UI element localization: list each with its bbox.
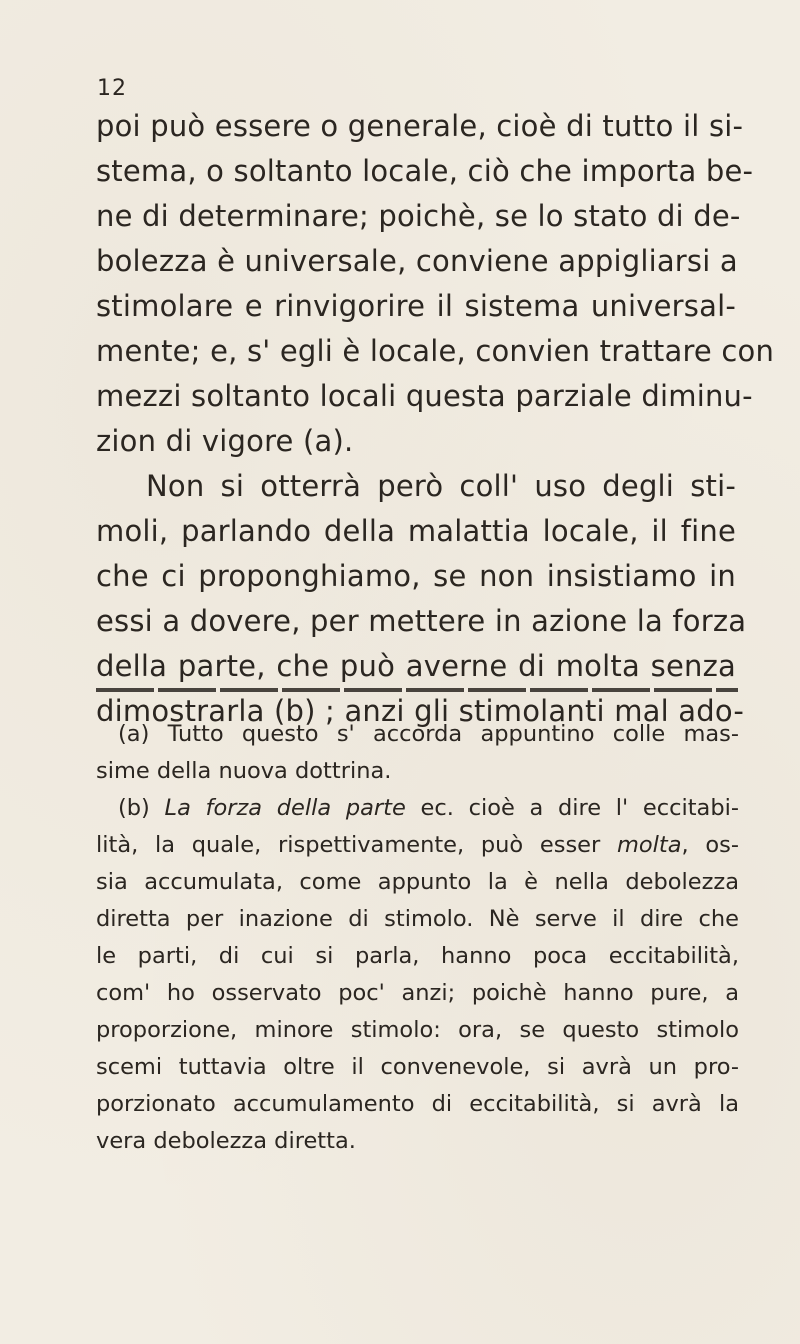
footnote-b-line: diretta per inazione di stimolo. Nè serve il dire che <box>96 906 739 932</box>
footnote-a-text: Tutto questo s' accorda appuntino colle mas- <box>167 721 740 747</box>
footnote-b-text: ec. cioè a dire l' eccitabi- <box>405 795 739 821</box>
footnote-separator-rule <box>96 688 738 692</box>
footnote-a-line <box>96 716 739 753</box>
footnote-b-line: com' ho osservato poc' anzi; poichè hanno pure, a <box>96 980 739 1006</box>
text-line: essi a dovere, per mettere in azione la forza <box>96 604 747 638</box>
text-line: stema, o soltanto locale, ciò che importa be- <box>96 154 754 188</box>
text-line: zion di vigore (a). <box>96 424 354 458</box>
text-line: stimolare e rinvigorire il sistema universal- <box>96 289 736 323</box>
footnote-b-line: porzionato accumulamento di eccitabilità, si avrà la <box>96 1091 739 1117</box>
footnote-b-marker: (b) <box>118 795 150 821</box>
footnote-b-line: vera debolezza diretta. <box>96 1128 356 1154</box>
text-line: mente; e, s' egli è locale, convien trattare con <box>96 334 775 368</box>
page-number: 12 <box>97 76 127 101</box>
footnote-b-line <box>96 790 739 827</box>
text-line: poi può essere o generale, cioè di tutto il si- <box>96 109 744 143</box>
footnote-b-text: , os- <box>681 832 739 858</box>
footnotes <box>96 716 739 1160</box>
paragraph-start-line: Non si otterrà però coll' uso degli sti- <box>146 469 736 503</box>
text-line: dimostrarla (b) ; anzi gli stimolanti mal ado- <box>96 694 745 728</box>
text-line: della parte, che può averne di molta senza <box>96 649 736 683</box>
footnote-b-line: sia accumulata, come appunto la è nella debolezza <box>96 869 739 895</box>
footnote-a-line: sime della nuova dottrina. <box>96 758 392 784</box>
footnote-b-lemma: La forza della parte <box>164 795 406 821</box>
text-line: ne di determinare; poichè, se lo stato di de- <box>96 199 741 233</box>
text-line: bolezza è universale, conviene appigliarsi a <box>96 244 738 278</box>
footnote-b-text: lità, la quale, rispettivamente, può esser <box>96 832 617 858</box>
footnote-b-line: le parti, di cui si parla, hanno poca eccitabilità, <box>96 943 739 969</box>
footnote-b-line: proporzione, minore stimolo: ora, se questo stimolo <box>96 1017 739 1043</box>
text-line: che ci proponghiamo, se non insistiamo in <box>96 559 736 593</box>
footnote-a-marker: (a) <box>118 721 150 747</box>
text-line: mezzi soltanto locali questa parziale diminu- <box>96 379 753 413</box>
text-line: moli, parlando della malattia locale, il fine <box>96 514 736 548</box>
footnote-b-line: scemi tuttavia oltre il convenevole, si avrà un pro- <box>96 1054 739 1080</box>
footnote-b-line <box>96 827 739 864</box>
footnote-b-italic-word: molta <box>616 832 682 858</box>
